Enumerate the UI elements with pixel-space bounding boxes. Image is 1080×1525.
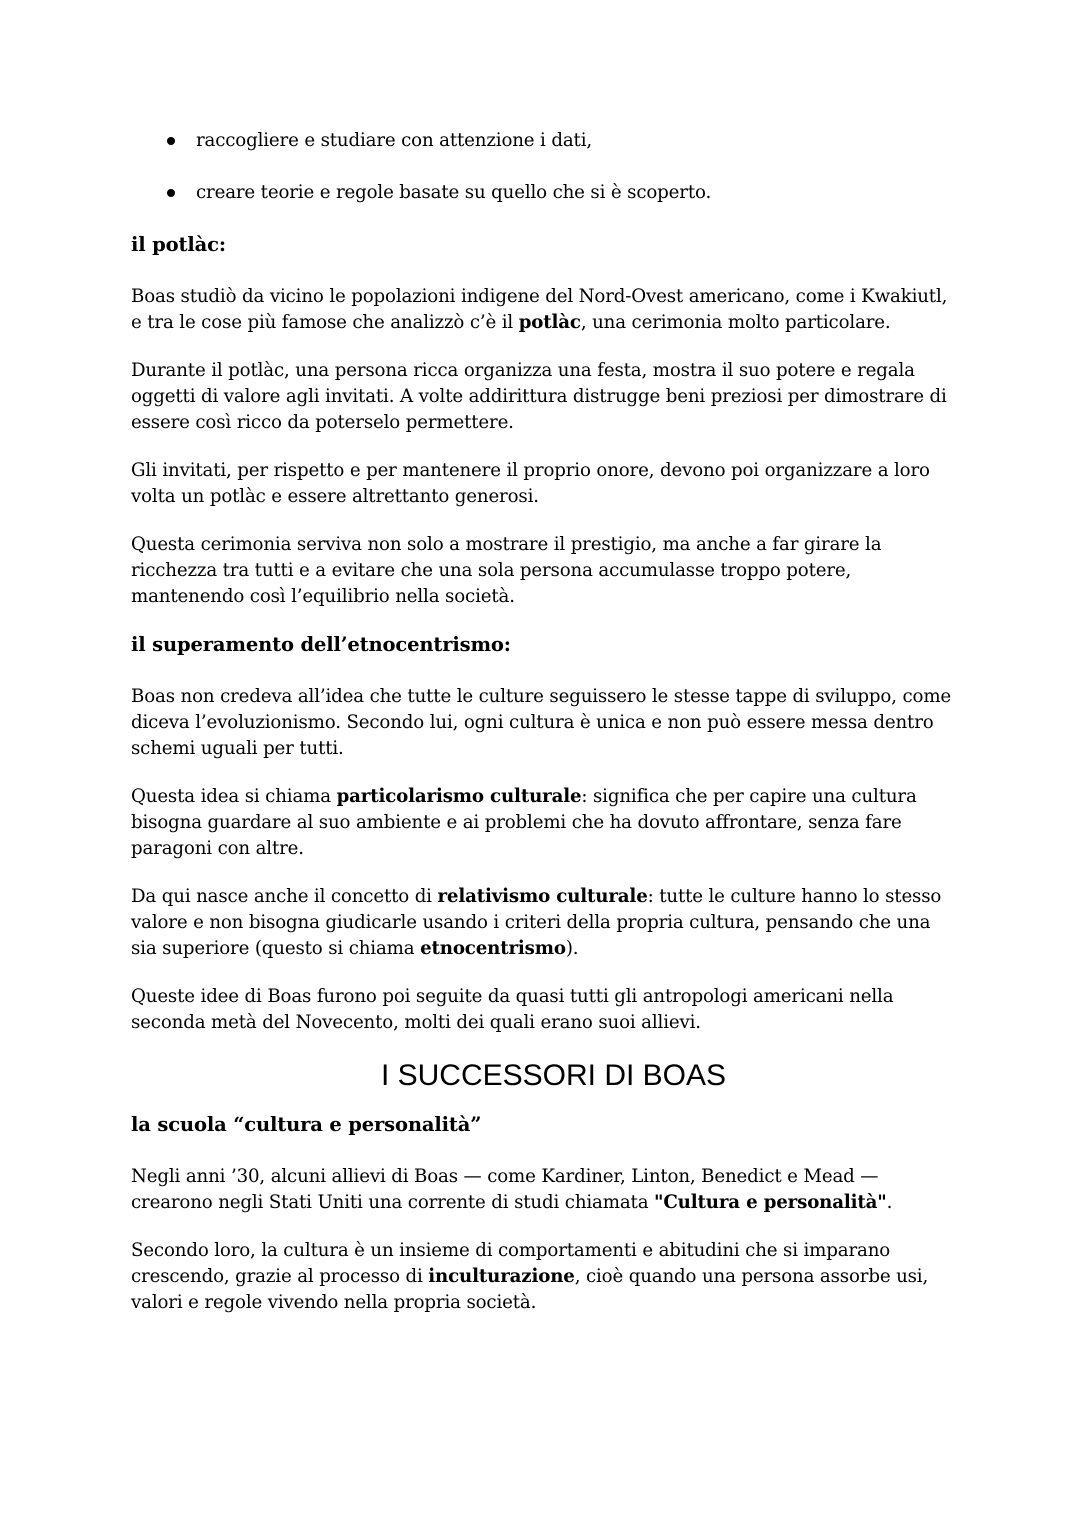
text-span: Negli anni ’30, alcuni allievi di Boas — come Kardiner, Linton, Benedict e Mead — crearono negli Stati Uniti una corrente di studi chiamata: [131, 1166, 879, 1213]
bullet-icon: [167, 137, 175, 145]
paragraph: [131, 1164, 961, 1216]
bold-term: "Cultura e personalità": [654, 1192, 887, 1213]
list-item: [131, 180, 961, 206]
document-content: [131, 128, 961, 1338]
bold-term: inculturazione: [428, 1266, 575, 1287]
text-span: , una cerimonia molto particolare.: [580, 312, 891, 333]
bold-term: particolarismo culturale: [336, 786, 582, 807]
paragraph: [131, 784, 961, 862]
text-span: Da qui nasce anche il concetto di: [131, 886, 438, 907]
paragraph: Gli invitati, per rispetto e per mantenere il proprio onore, devono poi organizzare a loro volta un potlàc e essere altrettanto generosi.: [131, 460, 930, 507]
bullet-icon: [167, 189, 175, 197]
paragraph: [131, 284, 961, 336]
section-title: I SUCCESSORI DI BOAS: [380, 1059, 727, 1092]
text-span: Questa idea si chiama: [131, 786, 337, 807]
paragraph: Boas non credeva all’idea che tutte le culture seguissero le stesse tappe di sviluppo, come diceva l’evoluzionismo. Secondo lui, ogni cultura è unica e non può essere messa dentro schemi uguali per tutti.: [131, 686, 952, 759]
paragraph: [131, 884, 961, 962]
heading-potlac: il potlàc:: [131, 233, 226, 256]
paragraph: Queste idee di Boas furono poi seguite da quasi tutti gli antropologi americani nella seconda metà del Novecento, molti dei quali erano suoi allievi.: [131, 986, 894, 1033]
list-item-text: creare teorie e regole basate su quello che si è scoperto.: [196, 182, 712, 203]
bold-term: relativismo culturale: [437, 886, 648, 907]
text-span: ).: [565, 938, 579, 959]
heading-cultura-personalita: la scuola “cultura e personalità”: [131, 1113, 482, 1136]
text-span: .: [886, 1192, 893, 1213]
paragraph: Durante il potlàc, una persona ricca organizza una festa, mostra il suo potere e regala oggetti di valore agli invitati. A volte addirittura distrugge beni preziosi per dimostrare di essere così ricco da poterselo permettere.: [131, 360, 947, 433]
text-span: , cioè quando una persona assorbe usi, valori e regole vivendo nella propria società.: [131, 1266, 929, 1313]
text-span: Boas studiò da vicino le popolazioni indigene del Nord-Ovest americano, come i Kwakiutl, e tra le cose più famose che analizzò c’è il: [131, 286, 948, 333]
bold-term: etnocentrismo: [420, 938, 566, 959]
list-item: [131, 128, 961, 154]
text-span: : significa che per capire una cultura bisogna guardare al suo ambiente e ai problemi che ha dovuto affrontare, senza fare paragoni con altre.: [131, 786, 917, 859]
paragraph: [131, 1238, 961, 1316]
paragraph: Questa cerimonia serviva non solo a mostrare il prestigio, ma anche a far girare la ricchezza tra tutti e a evitare che una sola persona accumulasse troppo potere, mantenendo così l’equilibrio nella società.: [131, 534, 882, 607]
text-span: Secondo loro, la cultura è un insieme di comportamenti e abitudini che si imparano crescendo, grazie al processo di: [131, 1240, 891, 1287]
bold-term: potlàc: [518, 312, 581, 333]
text-span: : tutte le culture hanno lo stesso valore e non bisogna giudicarle usando i criteri della propria cultura, pensando che una sia superiore (questo si chiama: [131, 886, 942, 959]
bullet-list: [131, 128, 961, 206]
heading-etnocentrismo: il superamento dell’etnocentrismo:: [131, 633, 511, 656]
list-item-text: raccogliere e studiare con attenzione i dati,: [196, 130, 592, 151]
